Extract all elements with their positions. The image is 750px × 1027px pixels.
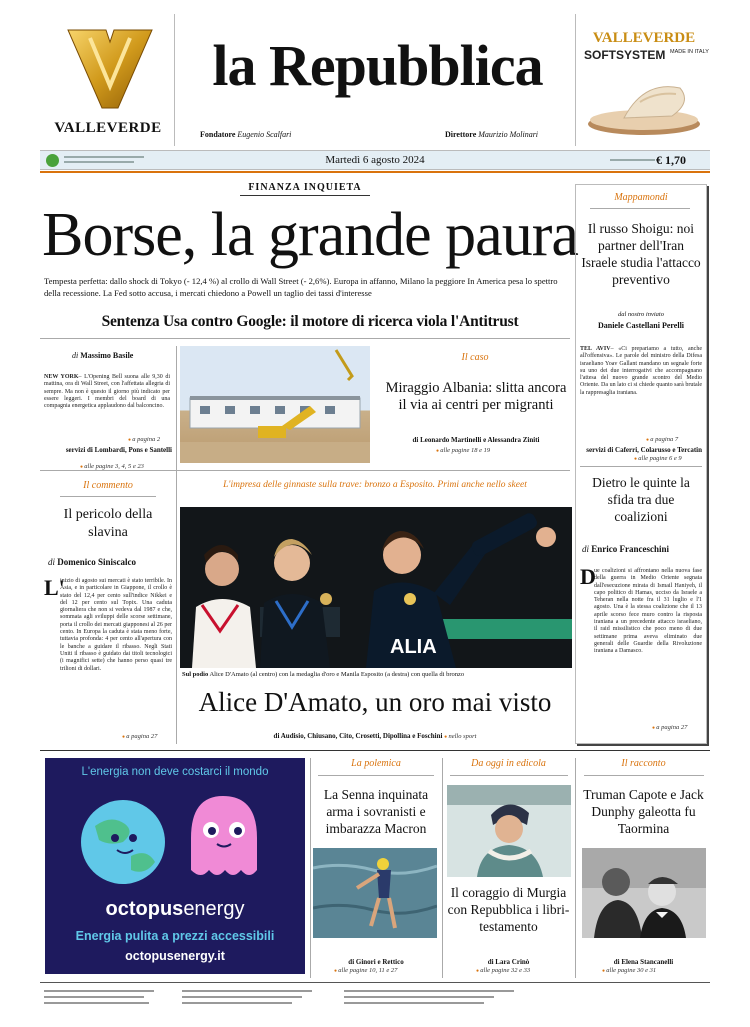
ad-tagline: Energia pulita a prezzi accessibili — [75, 929, 275, 943]
col-rule-1 — [176, 346, 177, 744]
sidebar-byline2-name: Enrico Franceschini — [591, 544, 670, 554]
sidebar-byline2-prefix: di — [582, 544, 590, 554]
basile-byline-name: Massimo Basile — [80, 351, 134, 360]
bottom-2-headline[interactable]: Il coraggio di Murgia con Repubblica i libri-testamento — [447, 885, 570, 934]
basile-byline-prefix: di — [72, 351, 79, 360]
bottom-1-byline: di Ginori e Rettico — [348, 958, 404, 966]
albania-headline[interactable]: Miraggio Albania: slitta ancora il via ai centri per migranti — [385, 380, 567, 413]
bottom-1-rule — [318, 775, 434, 776]
left-brand-name: VALLEVERDE — [54, 120, 162, 136]
jersey-text: ALIA — [390, 636, 437, 658]
ad-top-line: L'energia non deve costarci il mondo — [81, 766, 269, 778]
founder-label: Fondatore — [200, 130, 236, 139]
bottom-3-headline[interactable]: Truman Capote e Jack Dunphy galeotta fu Taormina — [583, 787, 704, 836]
bottom-2-byline: di Lara Crinò — [487, 958, 530, 966]
valleverde-v-logo — [66, 24, 154, 112]
director-name: Maurizio Molinari — [478, 130, 539, 139]
ad-brand — [45, 898, 305, 921]
sidebar-headline2[interactable]: Dietro le quinte la sfida tra due coalizioni — [592, 475, 690, 524]
director-credit — [445, 130, 538, 139]
col-rule-bottom-1 — [310, 758, 311, 978]
sport-byline: di Audisio, Chiusano, Cito, Crosetti, Dipollina e Foschini — [273, 732, 443, 740]
basile-ref2[interactable]: ● alle pagine 3, 4, 5 e 23 — [80, 463, 144, 470]
albania-ref[interactable]: ● alle pagine 18 e 19 — [436, 447, 490, 454]
footer-rule — [40, 982, 710, 983]
bottom-1-ref[interactable]: ● alle pagine 10, 11 e 27 — [334, 967, 397, 974]
gymnasts-image — [180, 507, 572, 668]
sidebar-text2: ue coalizioni si affrontano nella nuova fase della guerra in Medio Oriente segnata dall'esecuzione mirata di Ismail Haniyeh, il capo politico di Hamas, ucciso da Israele a Teheran nella notte fra il 31 luglio e l'1 agosto. Una è la stessa coalizione che il 13 aprile scorso fece muro contro la risposta iraniana a un precedente attacco israeliano, il raid missilistico che poco meno di due settimane prima aveva eliminato due generali delle Guardie della Rivoluzione iraniana a Damasco. — [594, 568, 702, 655]
sport-kicker: L'impresa delle ginnaste sulla trave: bronzo a Esposito. Primi anche nello skeet — [223, 480, 527, 490]
containers-image — [180, 346, 370, 463]
commento-kicker: Il commento — [83, 480, 133, 491]
ad-brand-light: energy — [183, 898, 245, 920]
commento-kicker-rule — [60, 496, 156, 497]
bottom-3-ref[interactable]: ● alle pagine 30 e 31 — [602, 967, 656, 974]
basile-text — [44, 374, 170, 410]
issue-price: € 1,70 — [656, 153, 686, 167]
basile-services: servizi di Lombardi, Pons e Santelli — [65, 446, 172, 454]
sandal-image — [584, 72, 704, 142]
lead-summary: Tempesta perfetta: dallo shock di Tokyo (- 12,4 %) al crollo di Wall Street (- 2,6%). Europa in affanno, Milano la peggiore In America pesa lo spettro della recessione. La Fed sotto accusa, i mercati chiedono a Powell un taglio dei tassi d'interesse — [44, 276, 558, 298]
recycle-icon — [46, 154, 59, 167]
issue-date: Martedì 6 agosto 2024 — [325, 154, 425, 166]
fine-print-left — [64, 156, 144, 158]
footer-fine-print — [44, 988, 704, 1010]
basile-dateline: NEW YORK — [44, 374, 79, 380]
sidebar-ref3[interactable]: ● a pagina 27 — [652, 724, 687, 731]
mid-rule — [40, 470, 570, 471]
commento-byline — [48, 557, 136, 567]
founder-name: Eugenio Scalfari — [237, 130, 292, 139]
ad-url[interactable]: octopusenergy.it — [125, 949, 225, 963]
lead-bottom-rule — [40, 338, 570, 339]
sport-photo — [180, 507, 572, 668]
sport-ref[interactable]: ● nello sport — [444, 733, 476, 740]
director-label: Direttore — [445, 130, 477, 139]
sport-headline[interactable]: Alice D'Amato, un oro mai visto — [198, 687, 552, 717]
bottom-2-photo — [447, 785, 571, 877]
fine-print-right — [610, 159, 655, 161]
swimmer-image — [313, 848, 437, 938]
founder-credit — [200, 130, 291, 139]
octopus-earth-illustration — [75, 786, 275, 886]
sidebar-dateline: TEL AVIV — [580, 346, 611, 352]
bottom-1-headline[interactable]: La Senna inquinata arma i sovranisti e imbarazza Macron — [323, 787, 429, 836]
murgia-image — [447, 785, 571, 877]
dropcap-d: D — [580, 564, 596, 589]
col-rule-bottom-2 — [442, 758, 443, 978]
sport-caption — [182, 671, 574, 678]
commento-byline-name: Domenico Siniscalco — [57, 557, 137, 567]
bottom-3-byline: di Elena Stancanelli — [613, 958, 674, 966]
sport-byline-row — [178, 732, 572, 740]
ad-brand-bold: octopus — [105, 898, 184, 920]
sidebar-mid-rule — [580, 466, 702, 467]
sidebar-services: servizi di Caferri, Colarusso e Tercatin — [586, 446, 702, 454]
sidebar-ref[interactable]: ● a pagina 7 — [646, 436, 678, 443]
lead-subhead[interactable]: Sentenza Usa contro Google: il motore di ricerca viola l'Antitrust — [101, 313, 519, 330]
sidebar-text — [580, 346, 702, 397]
octopus-ad[interactable] — [45, 758, 305, 974]
dropcap-l: L' — [44, 575, 65, 600]
right-brand-ad[interactable] — [575, 14, 710, 146]
commento-headline[interactable]: Il pericolo della slavina — [63, 507, 153, 540]
commento-ref[interactable]: ● a pagina 27 — [122, 733, 157, 740]
masthead — [40, 14, 710, 146]
sidebar-kicker: Mappamondi — [614, 192, 668, 203]
date-bar — [40, 150, 710, 170]
basile-ref[interactable]: ● a pagina 2 — [128, 436, 160, 443]
bottom-3-kicker: Il racconto — [621, 758, 666, 769]
sidebar-body: – «Ci prepariamo a tutto, anche all'offensiva». Le parole del ministro della Difesa israeliano Yoav Gallant mandano un segnale forte su uno dei due interrogativi che accompagnano l'attesa del nuovo grande scontro del Medio Oriente. Da un lato ci si chiede quanto sarà brutale la rappresaglia iraniana. — [580, 346, 702, 396]
sport-caption-bold: Sul podio — [182, 671, 209, 678]
bottom-section-rule — [40, 750, 710, 751]
albania-kicker: Il caso — [461, 352, 489, 363]
bottom-1-kicker: La polemica — [351, 758, 401, 769]
lead-headline[interactable]: Borse, la grande paura — [42, 201, 578, 269]
basile-body: – L'Opening Bell suona alle 9,30 di mattina, ora di Wall Street, con l'affettata allegria di sempre. Ma non è questo il giorno più indicato per essere leggeri. I membri del board di una compagnia energetica applaudono dal balconcino. — [44, 374, 170, 410]
sidebar-kicker-rule — [590, 208, 690, 209]
orange-rule — [40, 171, 710, 173]
fine-print-left-2 — [64, 161, 134, 163]
bottom-2-rule — [450, 775, 568, 776]
newspaper-title: la Repubblica — [212, 33, 543, 98]
right-ad-sub: SOFTSYSTEM — [584, 48, 666, 62]
capote-image — [582, 848, 706, 938]
commento-byline-prefix: di — [48, 557, 56, 567]
left-brand-ad[interactable] — [40, 14, 175, 146]
sidebar-ref2[interactable]: ● alle pagine 6 e 9 — [634, 455, 682, 462]
right-ad-brand: VALLEVERDE — [592, 30, 696, 46]
albania-photo — [180, 346, 370, 463]
sport-caption-text: Alice D'Amato (al centro) con la medaglia d'oro e Manila Esposito (a destra) con quella di bronzo — [209, 671, 465, 678]
commento-text: inizio di agosto sui mercati è stato terribile. In Asia, e in particolare in Giappone, il crollo è stato del 12,4 per cento sull'indice Nikkei e del 12 per cento sul Topix. Una caduta giornaliera che non si vedeva dal 1987 e che, sommata agli sviluppi delle scorse settimane, porta il crollo dei mercati giapponesi al 26 per cento. In Europa la caduta è stata meno forte, tuttavia profonda: 4 per cento all'apertura con le banche a guidare il ribasso. Negli Stati Uniti il ribasso è guidato dai titoli tecnologici (i magnifici sette) che hanno perso quasi tre trilioni di dollari. — [60, 578, 172, 672]
sidebar-headline[interactable]: Il russo Shoigu: noi partner dell'Iran Israele studia l'attacco preventivo — [581, 221, 701, 287]
bottom-1-photo — [313, 848, 437, 938]
bottom-3-photo — [582, 848, 706, 938]
right-ad-made: MADE IN ITALY — [670, 49, 709, 55]
bottom-2-kicker: Da oggi in edicola — [471, 758, 546, 769]
albania-byline: di Leonardo Martinelli e Alessandra Ziniti — [412, 436, 540, 444]
sidebar-author: Daniele Castellani Perelli — [597, 321, 685, 330]
col-rule-bottom-3 — [575, 758, 576, 978]
lead-section-label: FINANZA INQUIETA — [248, 182, 362, 193]
basile-byline — [72, 351, 133, 360]
sidebar-from: dal nostro inviato — [618, 311, 664, 318]
bottom-3-rule — [584, 775, 704, 776]
sidebar-byline2 — [582, 544, 669, 554]
bottom-2-ref[interactable]: ● alle pagine 32 e 33 — [476, 967, 530, 974]
